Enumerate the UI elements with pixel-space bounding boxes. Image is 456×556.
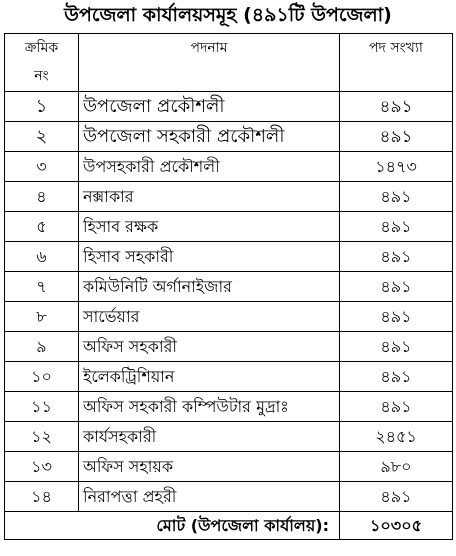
table-header-row [5, 34, 453, 92]
serial-cell: ৪ [5, 182, 79, 212]
serial-cell: ২ [5, 122, 79, 152]
post-cell: কমিউনিটি অর্গানাইজার [79, 272, 340, 302]
post-cell: হিসাব সহকারী [79, 242, 340, 272]
post-column-header: পদনাম [79, 34, 340, 92]
count-cell: ৪৯১ [340, 332, 453, 362]
table-row [5, 392, 453, 422]
post-cell: কার্যসহকারী [79, 422, 340, 452]
count-cell: ৪৯১ [340, 362, 453, 392]
serial-cell: ৯ [5, 332, 79, 362]
posts-table [4, 33, 453, 540]
table-row [5, 152, 453, 182]
count-cell: ৪৯১ [340, 242, 453, 272]
table-row [5, 122, 453, 152]
serial-cell: ৩ [5, 152, 79, 182]
count-cell: ৪৯১ [340, 302, 453, 332]
total-row [5, 512, 453, 540]
count-cell: ৪৯১ [340, 182, 453, 212]
post-cell: সার্ভেয়ার [79, 302, 340, 332]
post-cell: অফিস সহায়ক [79, 452, 340, 482]
table-row [5, 212, 453, 242]
table-row [5, 362, 453, 392]
count-cell: ৪৯১ [340, 392, 453, 422]
post-cell: অফিস সহকারী [79, 332, 340, 362]
page-title: উপজেলা কার্যালয়সমূহ (৪৯১টি উপজেলা) [64, 4, 392, 26]
serial-column-header [5, 34, 79, 92]
serial-cell: ৮ [5, 302, 79, 332]
post-cell: উপসহকারী প্রকৌশলী [79, 152, 340, 182]
post-cell: হিসাব রক্ষক [79, 212, 340, 242]
count-cell: ৪৯১ [340, 92, 453, 122]
post-cell: উপজেলা সহকারী প্রকৌশলী [79, 122, 340, 152]
count-column-header: পদ সংখ্যা [340, 34, 453, 92]
count-cell: ১৪৭৩ [340, 152, 453, 182]
post-cell: অফিস সহকারী কম্পিউটার মুদ্রাঃ [79, 392, 340, 422]
table-row [5, 302, 453, 332]
count-cell: ৪৯১ [340, 272, 453, 302]
table-row [5, 332, 453, 362]
table-row [5, 482, 453, 512]
count-cell: ৪৯১ [340, 122, 453, 152]
table-row [5, 272, 453, 302]
serial-cell: ১৪ [5, 482, 79, 512]
serial-cell: ১০ [5, 362, 79, 392]
table-row [5, 422, 453, 452]
serial-cell: ৬ [5, 242, 79, 272]
count-cell: ৪৯১ [340, 482, 453, 512]
table-row [5, 452, 453, 482]
total-label: মোট (উপজেলা কার্যালয়): [5, 512, 340, 540]
post-cell: ইলেকট্রিশিয়ান [79, 362, 340, 392]
serial-cell: ৭ [5, 272, 79, 302]
serial-cell: ৫ [5, 212, 79, 242]
table-row [5, 242, 453, 272]
serial-cell: ১ [5, 92, 79, 122]
total-value: ১০৩০৫ [340, 512, 453, 540]
count-cell: ৯৮০ [340, 452, 453, 482]
serial-cell: ১২ [5, 422, 79, 452]
count-cell: ৪৯১ [340, 212, 453, 242]
post-cell: নক্সাকার [79, 182, 340, 212]
post-cell: নিরাপত্তা প্রহরী [79, 482, 340, 512]
serial-cell: ১১ [5, 392, 79, 422]
serial-header-line1: ক্রমিক [24, 40, 59, 56]
post-cell: উপজেলা প্রকৌশলী [79, 92, 340, 122]
table-row [5, 92, 453, 122]
table-row [5, 182, 453, 212]
count-cell: ২৪৫১ [340, 422, 453, 452]
serial-cell: ১৩ [5, 452, 79, 482]
serial-header-line2: নং [34, 68, 49, 84]
